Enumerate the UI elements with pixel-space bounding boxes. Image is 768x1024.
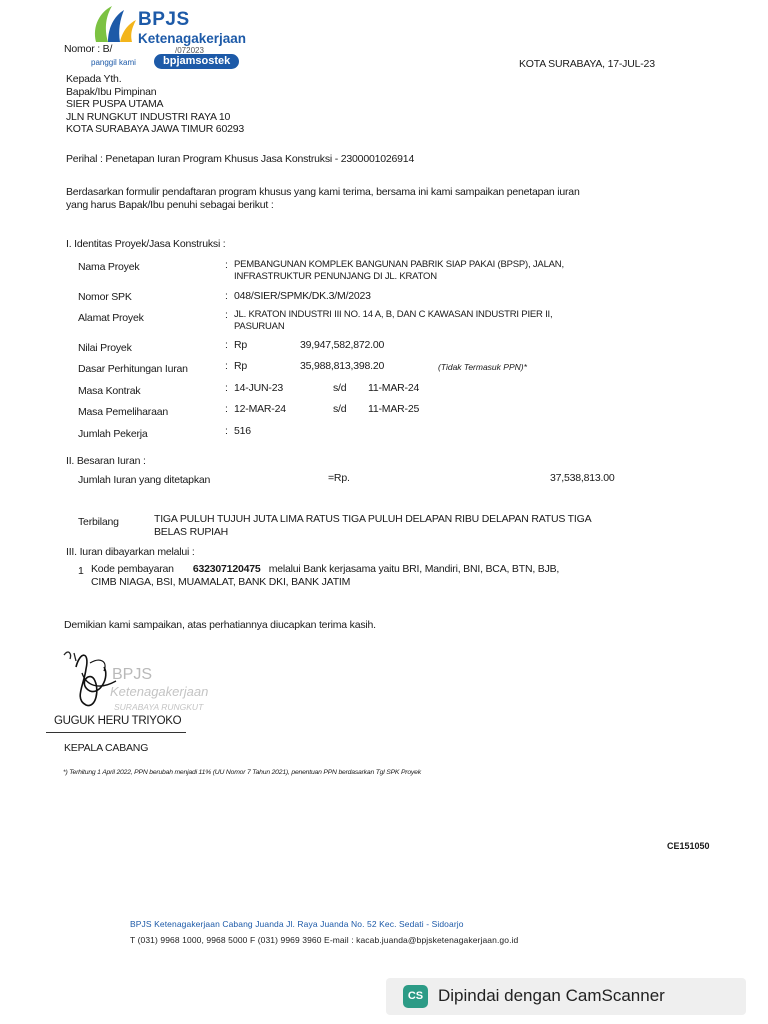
nama-proyek-value — [234, 259, 564, 283]
sd-label: s/d — [333, 382, 347, 394]
kode-label: Kode pembayaran — [91, 563, 174, 575]
dasar-perhitungan-label: Dasar Perhitungan Iuran — [78, 363, 188, 375]
dasar-perhitungan-value: 35,988,813,398.20 — [300, 360, 385, 372]
section-1-title: I. Identitas Proyek/Jasa Konstruksi : — [66, 238, 226, 250]
colon: : — [225, 403, 228, 415]
nilai-proyek-label: Nilai Proyek — [78, 342, 132, 354]
section-3-title: III. Iuran dibayarkan melalui : — [66, 546, 195, 558]
masa-pemeliharaan-label: Masa Pemeliharaan — [78, 406, 168, 418]
terbilang-line: BELAS RUPIAH — [154, 525, 229, 538]
footer-address: BPJS Ketenagakerjaan Cabang Juanda Jl. Raya Juanda No. 52 Kec. Sedati - Sidoarjo — [130, 919, 464, 929]
kode-value: 632307120475 — [192, 563, 261, 575]
payment-info — [91, 563, 559, 588]
colon: : — [225, 382, 228, 394]
ppn-note: (Tidak Termasuk PPN)* — [438, 362, 527, 372]
terbilang-line: TIGA PULUH TUJUH JUTA LIMA RATUS TIGA PULUH DELAPAN RIBU DELAPAN RATUS TIGA — [154, 513, 592, 525]
nilai-proyek-value: 39,947,582,872.00 — [300, 339, 385, 351]
stamp-branch: SURABAYA RUNGKUT — [114, 702, 204, 712]
masa-kontrak-label: Masa Kontrak — [78, 385, 141, 397]
closing-text: Demikian kami sampaikan, atas perhatiannya diucapkan terima kasih. — [64, 619, 376, 631]
sd-label: s/d — [333, 403, 347, 415]
jumlah-iuran-label: Jumlah Iuran yang ditetapkan — [78, 474, 211, 486]
alamat-proyek-label: Alamat Proyek — [78, 312, 144, 324]
jumlah-iuran-currency: =Rp. — [328, 472, 350, 484]
nama-proyek-label: Nama Proyek — [78, 261, 140, 273]
colon: : — [225, 425, 228, 437]
recipient-line: Kepada Yth. — [66, 73, 122, 85]
signature-divider — [46, 732, 186, 733]
recipient-block — [66, 73, 244, 136]
camscanner-logo-icon: CS — [403, 985, 428, 1008]
logo-tagline: panggil kami — [91, 58, 136, 67]
subject: Perihal : Penetapan Iuran Program Khusus Jasa Konstruksi - 2300001026914 — [66, 153, 415, 165]
terbilang-text — [154, 513, 591, 538]
masa-pemeliharaan-from: 12-MAR-24 — [234, 403, 286, 415]
intro-line: yang harus Bapak/Ibu penuhi sebagai berikut : — [66, 199, 274, 211]
kode-banks: melalui Bank kerjasama yaitu BRI, Mandiri, BNI, BCA, BTN, BJB, — [268, 563, 560, 575]
logo-pill: bpjamsostek — [154, 54, 239, 69]
stamp-brand: BPJS — [112, 666, 153, 683]
recipient-line: JLN RUNGKUT INDUSTRI RAYA 10 — [66, 110, 231, 123]
currency: Rp — [234, 360, 248, 372]
colon: : — [225, 309, 228, 321]
signer-name: GUGUK HERU TRIYOKO — [54, 715, 182, 727]
footnote: *) Terhitung 1 April 2022, PPN berubah menjadi 11% (UU Nomor 7 Tahun 2021), penentuan PPN berdasarkan Tgl SPK Proyek — [63, 769, 421, 776]
alamat-proyek-line: PASURUAN — [234, 321, 285, 332]
jumlah-pekerja-label: Jumlah Pekerja — [78, 428, 148, 440]
currency: Rp — [234, 339, 248, 351]
camscanner-text: Dipindai dengan CamScanner — [438, 986, 665, 1005]
camscanner-watermark — [386, 978, 746, 1015]
footer-contact: T (031) 9968 1000, 9968 5000 F (031) 9969 3960 E-mail : kacab.juanda@bpjsketenagakerjaan.go.id — [130, 935, 519, 945]
masa-kontrak-from: 14-JUN-23 — [234, 382, 283, 394]
signer-title: KEPALA CABANG — [64, 742, 149, 754]
recipient-line: SIER PUSPA UTAMA — [66, 98, 164, 111]
jumlah-iuran-value: 37,538,813.00 — [550, 472, 615, 484]
nomor-spk-label: Nomor SPK — [78, 291, 132, 303]
recipient-line: Bapak/Ibu Pimpinan — [66, 85, 157, 98]
stamp-signature-icon — [56, 645, 236, 713]
jumlah-pekerja-value: 516 — [234, 425, 251, 437]
alamat-proyek-line: JL. KRATON INDUSTRI III NO. 14 A, B, DAN C KAWASAN INDUSTRI PIER II, — [234, 309, 553, 320]
letter-number-tail: /072023 — [175, 46, 204, 55]
bpjs-logo-icon — [78, 4, 138, 44]
nomor-spk-value: 048/SIER/SPMK/DK.3/M/2023 — [234, 290, 371, 302]
intro-paragraph — [66, 186, 580, 212]
colon: : — [225, 259, 228, 271]
alamat-proyek-value — [234, 309, 552, 333]
masa-kontrak-to: 11-MAR-24 — [368, 382, 420, 394]
letter-number: Nomor : B/ — [64, 43, 113, 55]
colon: : — [225, 290, 228, 302]
terbilang-label: Terbilang — [78, 516, 119, 528]
nama-proyek-line: INFRASTRUKTUR PENUNJANG DI JL. KRATON — [234, 271, 437, 282]
nama-proyek-line: PEMBANGUNAN KOMPLEK BANGUNAN PABRIK SIAP PAKAI (BPSP), JALAN, — [234, 259, 564, 270]
letter-date: KOTA SURABAYA, 17-JUL-23 — [519, 58, 655, 70]
colon: : — [225, 339, 228, 351]
section-2-title: II. Besaran Iuran : — [66, 455, 146, 467]
recipient-line: KOTA SURABAYA JAWA TIMUR 60293 — [66, 123, 245, 136]
document-code: CE151050 — [667, 841, 710, 851]
stamp-subtitle: Ketenagakerjaan — [110, 684, 209, 699]
logo-brand: BPJS — [138, 9, 190, 30]
logo-subtitle: Ketenagakerjaan — [138, 31, 247, 46]
intro-line: Berdasarkan formulir pendaftaran program khusus yang kami terima, bersama ini kami sampaikan penetapan iuran — [66, 186, 580, 198]
masa-pemeliharaan-to: 11-MAR-25 — [368, 403, 420, 415]
colon: : — [225, 360, 228, 372]
list-number: 1 — [78, 565, 84, 577]
kode-banks-line2: CIMB NIAGA, BSI, MUAMALAT, BANK DKI, BANK JATIM — [91, 575, 351, 588]
